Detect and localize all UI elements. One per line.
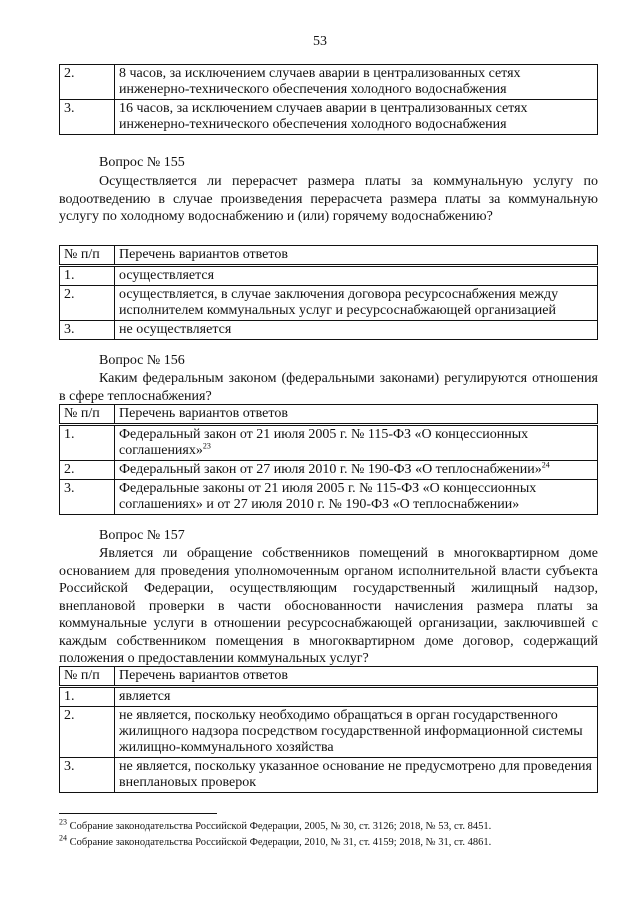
- table-row: [60, 687, 598, 707]
- footnote-ref-24: 24: [541, 460, 550, 470]
- row-number: 3.: [60, 758, 115, 793]
- table-row: [60, 758, 598, 793]
- table-header-row: [60, 667, 598, 687]
- table-row: [60, 286, 598, 321]
- footnote-text: Собрание законодательства Российской Федерации, 2010, № 31, ст. 4159; 2018, № 31, ст. 4861.: [67, 837, 492, 848]
- row-number: 1.: [60, 266, 115, 286]
- row-number: 3.: [60, 480, 115, 515]
- row-number: 1.: [60, 425, 115, 461]
- page-number: 53: [313, 34, 327, 49]
- row-text: осуществляется, в случае заключения договора ресурсоснабжения между исполнителем коммунальных услуг и ресурсоснабжающей организацией: [115, 286, 598, 321]
- row-number: 2.: [60, 707, 115, 758]
- table-row: [60, 480, 598, 515]
- row-number: 2.: [60, 286, 115, 321]
- row-text: не осуществляется: [115, 321, 598, 340]
- row-number: 3.: [60, 321, 115, 340]
- row-text: не является, поскольку необходимо обращаться в орган государственного жилищного надзора посредством государственной информационной системы жилищно-коммунального хозяйства: [115, 707, 598, 758]
- header-text: Перечень вариантов ответов: [115, 667, 598, 687]
- row-text: [115, 461, 598, 480]
- table-row: [60, 100, 598, 135]
- table-row: [60, 321, 598, 340]
- row-text-body: Федеральный закон от 21 июля 2005 г. № 115-ФЗ «О концессионных соглашениях»: [119, 427, 529, 458]
- answers-table-155: [59, 245, 598, 340]
- row-number: 1.: [60, 687, 115, 707]
- row-number: 3.: [60, 100, 115, 135]
- footnote-text: Собрание законодательства Российской Федерации, 2005, № 30, ст. 3126; 2018, № 53, ст. 8451.: [67, 821, 492, 832]
- table-row: [60, 707, 598, 758]
- question-155-title: Вопрос № 155: [99, 155, 185, 170]
- answers-table-continued: [59, 64, 598, 135]
- question-156-title: Вопрос № 156: [99, 353, 185, 368]
- table-header-row: [60, 246, 598, 266]
- question-155-text: Осуществляется ли перерасчет размера платы за коммунальную услугу по водоотведению в случае произведения перерасчета размера платы за коммунальную услугу по холодному водоснабжению и (или) горячему водоснабжению?: [59, 174, 598, 224]
- answers-table-157: [59, 666, 598, 793]
- row-text: Федеральные законы от 21 июля 2005 г. № 115-ФЗ «О концессионных соглашениях» и от 27 июля 2010 г. № 190-ФЗ «О теплоснабжении»: [115, 480, 598, 515]
- row-text: 8 часов, за исключением случаев аварии в централизованных сетях инженерно-технического обеспечения холодного водоснабжения: [115, 65, 598, 100]
- row-text: является: [115, 687, 598, 707]
- row-text: [115, 425, 598, 461]
- header-number: № п/п: [60, 405, 115, 425]
- row-text: осуществляется: [115, 266, 598, 286]
- header-text: Перечень вариантов ответов: [115, 405, 598, 425]
- row-number: 2.: [60, 461, 115, 480]
- row-text-body: Федеральный закон от 27 июля 2010 г. № 190-ФЗ «О теплоснабжении»: [119, 462, 542, 477]
- header-number: № п/п: [60, 246, 115, 266]
- table-row: [60, 266, 598, 286]
- question-157-text: Является ли обращение собственников помещений в многоквартирном доме основанием для проведения уполномоченным органом исполнительной власти субъекта Российской Федерации, осуществляющим государственный жилищный надзор, внеплановой проверки в части обоснованности начисления размера платы за коммунальные услуги в отношении ресурсоснабжающей организации, заключившей с каждым собственником помещения в многоквартирном доме договор, содержащий положения о предоставлении коммунальных услуг?: [59, 546, 598, 666]
- row-text: 16 часов, за исключением случаев аварии в централизованных сетях инженерно-технического обеспечения холодного водоснабжения: [115, 100, 598, 135]
- footnote-23: [59, 817, 599, 833]
- footnote-mark: 24: [59, 833, 67, 843]
- footnote-ref-23: 23: [202, 441, 211, 451]
- footnote-24: [59, 833, 599, 849]
- answers-table-156: [59, 404, 598, 515]
- table-row: [60, 461, 598, 480]
- question-157-title: Вопрос № 157: [99, 528, 185, 543]
- row-number: 2.: [60, 65, 115, 100]
- table-row: [60, 425, 598, 461]
- header-text: Перечень вариантов ответов: [115, 246, 598, 266]
- table-header-row: [60, 405, 598, 425]
- table-row: [60, 65, 598, 100]
- header-number: № п/п: [60, 667, 115, 687]
- row-text: не является, поскольку указанное основание не предусмотрено для проведения внеплановых проверок: [115, 758, 598, 793]
- footnote-mark: 23: [59, 817, 67, 827]
- footnote-separator: [59, 813, 217, 814]
- question-156-text: Каким федеральным законом (федеральными законами) регулируются отношения в сфере теплоснабжения?: [59, 371, 598, 404]
